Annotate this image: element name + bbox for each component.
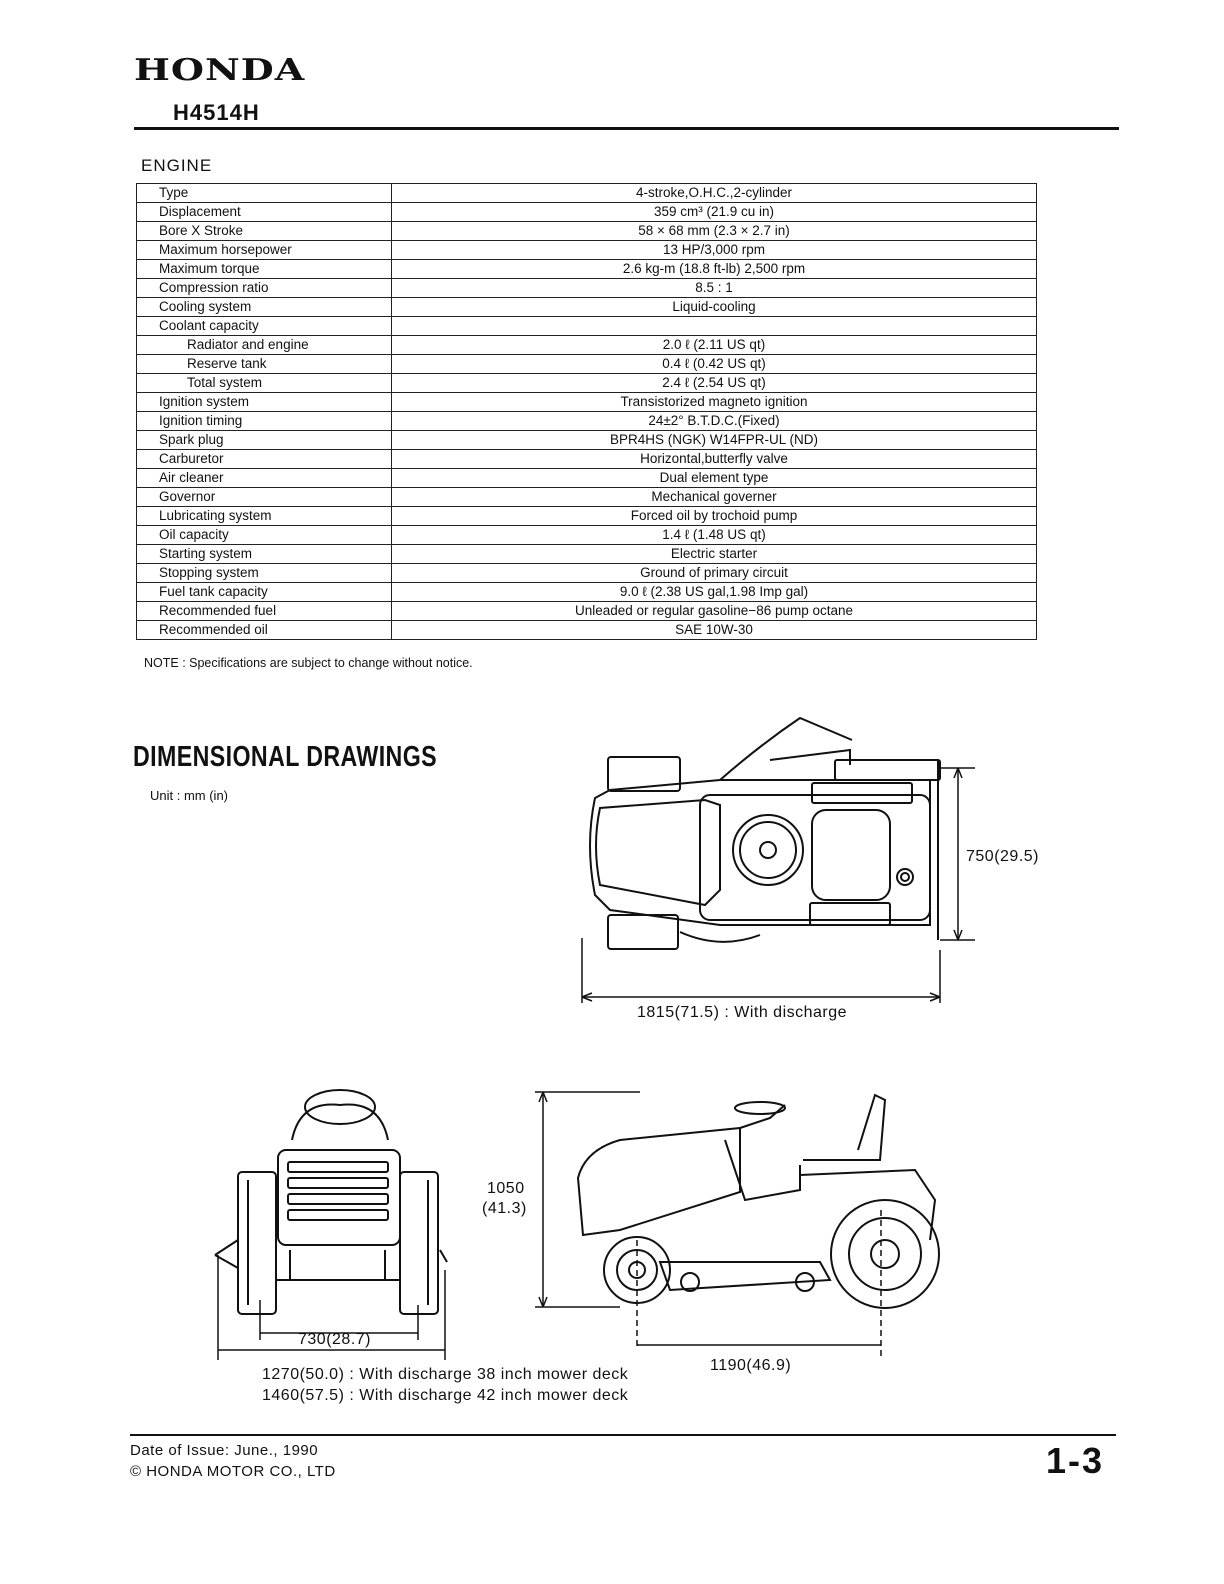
brand-logo: HONDA xyxy=(134,52,306,88)
spec-value: BPR4HS (NGK) W14FPR-UL (ND) xyxy=(392,431,1037,450)
spec-value: SAE 10W-30 xyxy=(392,621,1037,640)
spec-label: Cooling system xyxy=(137,298,392,317)
dim-track: 730(28.7) xyxy=(298,1331,371,1348)
spec-label: Starting system xyxy=(137,545,392,564)
spec-value: Dual element type xyxy=(392,469,1037,488)
dim-width-38: 1270(50.0) : With discharge 38 inch mower deck xyxy=(262,1366,629,1383)
spec-note: NOTE : Specifications are subject to change without notice. xyxy=(144,656,473,670)
spec-label: Total system xyxy=(137,374,392,393)
model-number: H4514H xyxy=(173,100,260,125)
section-title-engine: ENGINE xyxy=(141,156,213,175)
spec-value: Horizontal,butterfly valve xyxy=(392,450,1037,469)
spec-label: Ignition timing xyxy=(137,412,392,431)
spec-label: Type xyxy=(137,184,392,203)
spec-label: Fuel tank capacity xyxy=(137,583,392,602)
spec-value: 4-stroke,O.H.C.,2-cylinder xyxy=(392,184,1037,203)
spec-value: Liquid-cooling xyxy=(392,298,1037,317)
spec-value: 0.4 ℓ (0.42 US qt) xyxy=(392,355,1037,374)
dim-top-width: 750(29.5) xyxy=(966,848,1039,865)
dim-top-length: 1815(71.5) : With discharge xyxy=(637,1004,848,1021)
side-view-drawing xyxy=(535,1092,939,1360)
footer-rule xyxy=(130,1434,1116,1436)
spec-label: Oil capacity xyxy=(137,526,392,545)
spec-value: 359 cm³ (21.9 cu in) xyxy=(392,203,1037,222)
spec-value: 8.5 : 1 xyxy=(392,279,1037,298)
section-title-drawings: DIMENSIONAL DRAWINGS xyxy=(133,741,438,773)
spec-value: Ground of primary circuit xyxy=(392,564,1037,583)
spec-value: 2.6 kg-m (18.8 ft-lb) 2,500 rpm xyxy=(392,260,1037,279)
dim-height-mm: 1050 xyxy=(487,1180,525,1197)
spec-value: 2.4 ℓ (2.54 US qt) xyxy=(392,374,1037,393)
dim-width-42: 1460(57.5) : With discharge 42 inch mower deck xyxy=(262,1387,629,1404)
spec-label: Compression ratio xyxy=(137,279,392,298)
spec-value: 13 HP/3,000 rpm xyxy=(392,241,1037,260)
spec-value: Unleaded or regular gasoline−86 pump octane xyxy=(392,602,1037,621)
spec-label: Coolant capacity xyxy=(137,317,392,336)
spec-value: Forced oil by trochoid pump xyxy=(392,507,1037,526)
page-number: 1-3 xyxy=(1046,1440,1105,1481)
unit-label: Unit : mm (in) xyxy=(150,788,228,803)
issue-date: Date of Issue: June., 1990 xyxy=(130,1442,319,1459)
spec-value: 24±2° B.T.D.C.(Fixed) xyxy=(392,412,1037,431)
spec-value: Electric starter xyxy=(392,545,1037,564)
spec-label: Maximum torque xyxy=(137,260,392,279)
spec-label: Air cleaner xyxy=(137,469,392,488)
spec-label: Ignition system xyxy=(137,393,392,412)
spec-label: Spark plug xyxy=(137,431,392,450)
spec-label: Radiator and engine xyxy=(137,336,392,355)
spec-value: Mechanical governer xyxy=(392,488,1037,507)
spec-value: 1.4 ℓ (1.48 US qt) xyxy=(392,526,1037,545)
front-view-drawing xyxy=(215,1090,447,1360)
dim-height-in: (41.3) xyxy=(482,1200,527,1217)
spec-label: Governor xyxy=(137,488,392,507)
spec-label: Reserve tank xyxy=(137,355,392,374)
spec-label: Recommended oil xyxy=(137,621,392,640)
spec-label: Displacement xyxy=(137,203,392,222)
spec-value: 2.0 ℓ (2.11 US qt) xyxy=(392,336,1037,355)
spec-value: 9.0 ℓ (2.38 US gal,1.98 Imp gal) xyxy=(392,583,1037,602)
top-view-drawing xyxy=(582,718,975,1003)
spec-label: Lubricating system xyxy=(137,507,392,526)
spec-label: Stopping system xyxy=(137,564,392,583)
copyright: © HONDA MOTOR CO., LTD xyxy=(130,1463,336,1480)
dim-wheelbase: 1190(46.9) xyxy=(710,1357,792,1374)
spec-value: 58 × 68 mm (2.3 × 2.7 in) xyxy=(392,222,1037,241)
spec-label: Recommended fuel xyxy=(137,602,392,621)
spec-label: Bore X Stroke xyxy=(137,222,392,241)
spec-label: Carburetor xyxy=(137,450,392,469)
spec-value: Transistorized magneto ignition xyxy=(392,393,1037,412)
spec-label: Maximum horsepower xyxy=(137,241,392,260)
